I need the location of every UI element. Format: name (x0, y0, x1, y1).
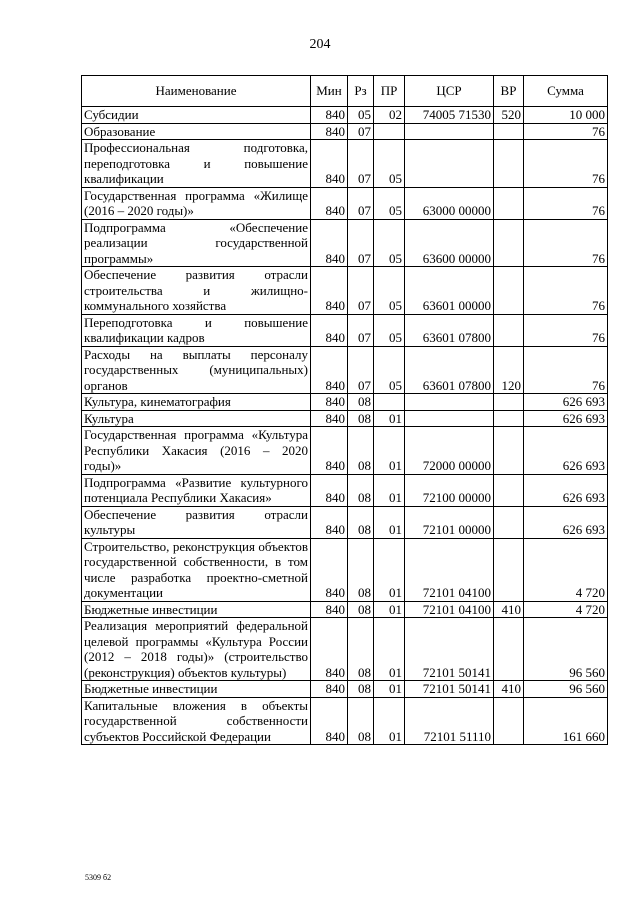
footer-code: 5309 б2 (85, 873, 112, 882)
cell-vr: 410 (494, 681, 524, 698)
cell-min: 840 (311, 140, 348, 188)
cell-pr: 01 (374, 697, 405, 745)
cell-csr: 72101 00000 (405, 506, 494, 538)
cell-pr: 05 (374, 314, 405, 346)
table-row (82, 506, 608, 538)
table-row (82, 601, 608, 618)
cell-min: 840 (311, 346, 348, 394)
cell-sum: 4 720 (524, 601, 608, 618)
table-row (82, 427, 608, 475)
budget-table (81, 75, 608, 745)
cell-name: Обеспечение развития отрасли культуры (82, 506, 311, 538)
cell-name: Культура, кинематография (82, 394, 311, 411)
cell-vr (494, 187, 524, 219)
cell-sum: 626 693 (524, 394, 608, 411)
cell-csr: 72101 50141 (405, 618, 494, 681)
cell-sum: 626 693 (524, 410, 608, 427)
cell-vr (494, 538, 524, 601)
cell-csr (405, 123, 494, 140)
table-row (82, 697, 608, 745)
header-sum: Сумма (524, 76, 608, 107)
table-row (82, 314, 608, 346)
cell-min: 840 (311, 123, 348, 140)
cell-min: 840 (311, 394, 348, 411)
cell-rz: 08 (348, 697, 374, 745)
cell-name: Профессиональная подготовка, переподготовка и повышение квалификации (82, 140, 311, 188)
cell-vr (494, 474, 524, 506)
cell-name: Подпрограмма «Развитие культурного потенциала Республики Хакасия» (82, 474, 311, 506)
cell-name: Бюджетные инвестиции (82, 601, 311, 618)
table-row (82, 267, 608, 315)
table-row (82, 538, 608, 601)
cell-rz: 07 (348, 219, 374, 267)
cell-sum: 76 (524, 219, 608, 267)
cell-csr (405, 394, 494, 411)
cell-csr (405, 140, 494, 188)
cell-rz: 08 (348, 618, 374, 681)
cell-sum: 626 693 (524, 506, 608, 538)
cell-pr: 01 (374, 681, 405, 698)
cell-pr (374, 394, 405, 411)
cell-pr: 05 (374, 140, 405, 188)
header-vr: ВР (494, 76, 524, 107)
cell-name: Капитальные вложения в объекты государственной собственности субъектов Российской Федерации (82, 697, 311, 745)
cell-name: Культура (82, 410, 311, 427)
cell-min: 840 (311, 618, 348, 681)
cell-vr (494, 123, 524, 140)
cell-name: Переподготовка и повышение квалификации кадров (82, 314, 311, 346)
cell-rz: 08 (348, 474, 374, 506)
cell-min: 840 (311, 506, 348, 538)
cell-csr: 72101 50141 (405, 681, 494, 698)
cell-csr: 72101 04100 (405, 538, 494, 601)
cell-sum: 76 (524, 140, 608, 188)
table-row (82, 410, 608, 427)
header-min: Мин (311, 76, 348, 107)
cell-csr (405, 410, 494, 427)
table-row (82, 123, 608, 140)
cell-vr (494, 219, 524, 267)
cell-sum: 96 560 (524, 618, 608, 681)
cell-sum: 161 660 (524, 697, 608, 745)
cell-name: Реализация мероприятий федеральной целевой программы «Культура России (2012 – 2018 годы)» (строительство (реконструкция) объектов культуры) (82, 618, 311, 681)
cell-min: 840 (311, 187, 348, 219)
cell-rz: 08 (348, 427, 374, 475)
header-rz: Рз (348, 76, 374, 107)
table-row (82, 394, 608, 411)
cell-name: Строительство, реконструкция объектов государственной собственности, в том числе разработка проектно-сметной документации (82, 538, 311, 601)
cell-vr (494, 394, 524, 411)
table-row (82, 107, 608, 124)
table-row (82, 618, 608, 681)
cell-csr: 63601 07800 (405, 314, 494, 346)
cell-name: Бюджетные инвестиции (82, 681, 311, 698)
cell-min: 840 (311, 681, 348, 698)
cell-min: 840 (311, 314, 348, 346)
cell-sum: 626 693 (524, 474, 608, 506)
header-pr: ПР (374, 76, 405, 107)
table-header-row (82, 76, 608, 107)
cell-rz: 08 (348, 681, 374, 698)
cell-pr: 02 (374, 107, 405, 124)
cell-name: Субсидии (82, 107, 311, 124)
table-row (82, 219, 608, 267)
cell-vr (494, 697, 524, 745)
header-csr: ЦСР (405, 76, 494, 107)
cell-pr (374, 123, 405, 140)
cell-name: Расходы на выплаты персоналу государственных (муниципальных) органов (82, 346, 311, 394)
cell-csr: 63000 00000 (405, 187, 494, 219)
cell-min: 840 (311, 107, 348, 124)
cell-name: Государственная программа «Культура Республики Хакасия (2016 – 2020 годы)» (82, 427, 311, 475)
cell-pr: 01 (374, 601, 405, 618)
cell-rz: 07 (348, 267, 374, 315)
cell-csr: 63601 07800 (405, 346, 494, 394)
cell-pr: 01 (374, 506, 405, 538)
table-row (82, 346, 608, 394)
cell-vr (494, 618, 524, 681)
cell-sum: 76 (524, 267, 608, 315)
cell-vr (494, 506, 524, 538)
cell-csr: 72101 04100 (405, 601, 494, 618)
cell-min: 840 (311, 474, 348, 506)
cell-rz: 08 (348, 410, 374, 427)
cell-sum: 96 560 (524, 681, 608, 698)
cell-min: 840 (311, 538, 348, 601)
cell-vr (494, 314, 524, 346)
cell-pr: 05 (374, 346, 405, 394)
cell-sum: 76 (524, 187, 608, 219)
cell-csr: 63601 00000 (405, 267, 494, 315)
cell-min: 840 (311, 697, 348, 745)
cell-rz: 07 (348, 314, 374, 346)
cell-csr: 72000 00000 (405, 427, 494, 475)
table-row (82, 140, 608, 188)
cell-rz: 07 (348, 123, 374, 140)
cell-vr (494, 427, 524, 475)
cell-name: Обеспечение развития отрасли строительства и жилищно-коммунального хозяйства (82, 267, 311, 315)
cell-csr: 74005 71530 (405, 107, 494, 124)
cell-sum: 626 693 (524, 427, 608, 475)
cell-csr: 72100 00000 (405, 474, 494, 506)
page-number: 204 (309, 37, 331, 52)
cell-pr: 01 (374, 538, 405, 601)
cell-name: Образование (82, 123, 311, 140)
cell-pr: 05 (374, 219, 405, 267)
cell-min: 840 (311, 267, 348, 315)
cell-rz: 08 (348, 538, 374, 601)
cell-rz: 08 (348, 601, 374, 618)
table-body (82, 107, 608, 745)
cell-name: Государственная программа «Жилище (2016 – 2020 годы)» (82, 187, 311, 219)
cell-min: 840 (311, 601, 348, 618)
cell-sum: 4 720 (524, 538, 608, 601)
cell-sum: 76 (524, 314, 608, 346)
cell-pr: 05 (374, 267, 405, 315)
cell-csr: 63600 00000 (405, 219, 494, 267)
cell-pr: 01 (374, 618, 405, 681)
cell-pr: 01 (374, 410, 405, 427)
table-row (82, 681, 608, 698)
cell-sum: 76 (524, 123, 608, 140)
cell-vr (494, 267, 524, 315)
cell-pr: 01 (374, 427, 405, 475)
cell-rz: 05 (348, 107, 374, 124)
cell-min: 840 (311, 410, 348, 427)
cell-vr: 120 (494, 346, 524, 394)
cell-min: 840 (311, 427, 348, 475)
cell-vr (494, 140, 524, 188)
cell-rz: 07 (348, 140, 374, 188)
table-row (82, 474, 608, 506)
table-row (82, 187, 608, 219)
cell-rz: 08 (348, 506, 374, 538)
cell-pr: 01 (374, 474, 405, 506)
header-name: Наименование (82, 76, 311, 107)
cell-rz: 07 (348, 346, 374, 394)
cell-name: Подпрограмма «Обеспечение реализации государственной программы» (82, 219, 311, 267)
cell-pr: 05 (374, 187, 405, 219)
cell-vr: 410 (494, 601, 524, 618)
cell-min: 840 (311, 219, 348, 267)
cell-rz: 08 (348, 394, 374, 411)
cell-sum: 10 000 (524, 107, 608, 124)
cell-vr (494, 410, 524, 427)
cell-sum: 76 (524, 346, 608, 394)
cell-rz: 07 (348, 187, 374, 219)
cell-vr: 520 (494, 107, 524, 124)
cell-csr: 72101 51110 (405, 697, 494, 745)
